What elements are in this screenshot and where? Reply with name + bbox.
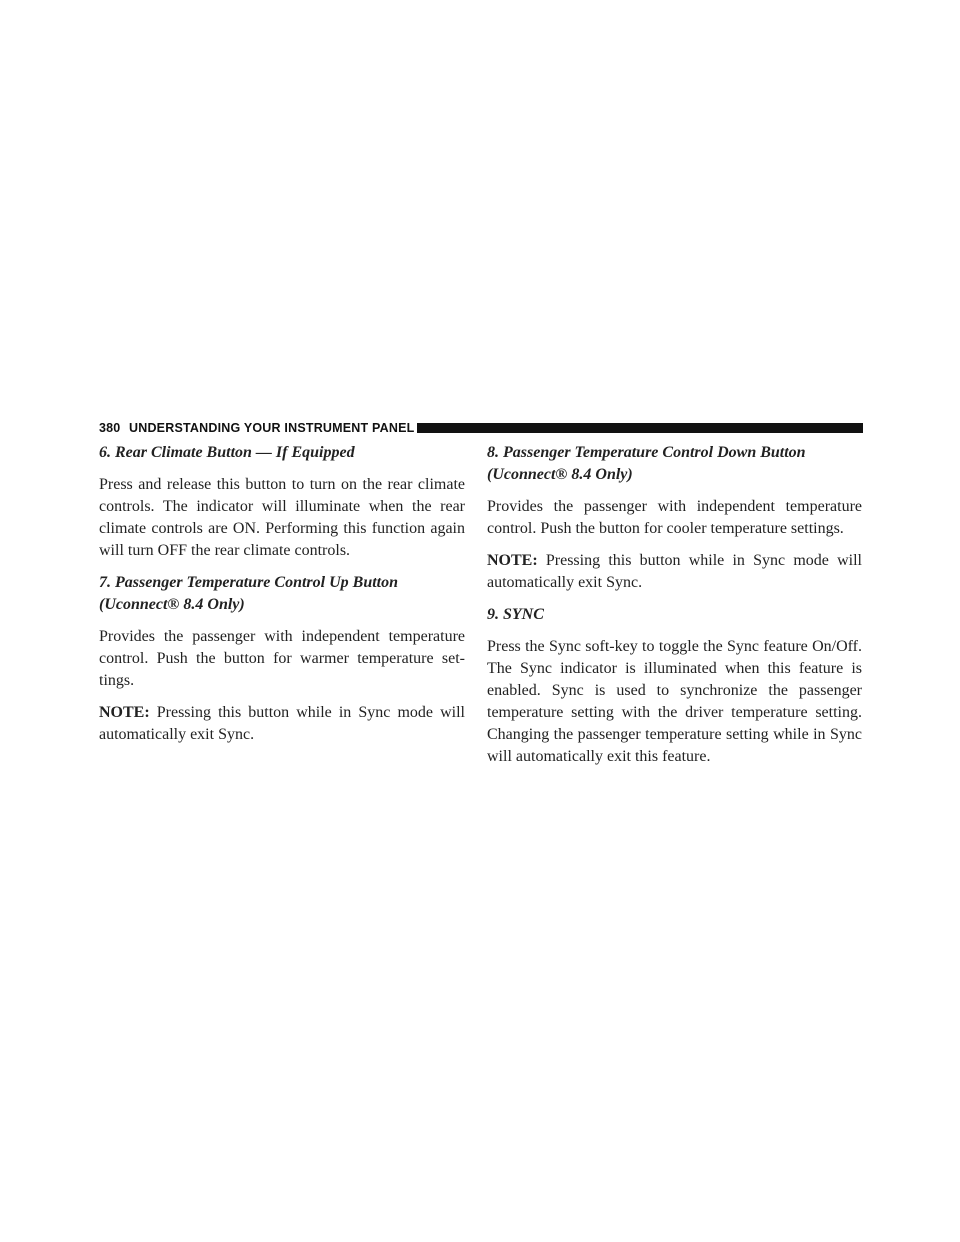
header-rule xyxy=(417,423,863,433)
item-7-body: Provides the passenger with independent temperature control. Push the button for warmer temperature set-tings. xyxy=(99,628,465,689)
item-7-note xyxy=(99,702,465,746)
page-header xyxy=(99,419,863,437)
note-label: NOTE: xyxy=(99,704,150,721)
item-7-heading-line2: (Uconnect® 8.4 Only) xyxy=(99,596,245,613)
item-7-heading xyxy=(99,572,465,616)
page-number: 380 xyxy=(99,421,121,435)
item-8-body: Provides the passenger with independent temperature control. Push the button for cooler temperature settings. xyxy=(487,498,862,537)
note-text: Pressing this button while in Sync mode will automatically exit Sync. xyxy=(99,704,465,743)
item-6-body: Press and release this button to turn on the rear climate controls. The indicator will illuminate when the rear climate controls are ON. Performing this function again will turn OFF the rear climate controls. xyxy=(99,476,465,559)
item-8-heading-line1: 8. Passenger Temperature Control Down Button xyxy=(487,444,806,461)
section-title: UNDERSTANDING YOUR INSTRUMENT PANEL xyxy=(129,421,415,435)
item-9-body: Press the Sync soft-key to toggle the Sync feature On/Off. The Sync indicator is illuminated when this feature is enabled. Sync is used to synchronize the passenger temperature setting with the driver temperature setting. Changing the passenger temperature setting while in Sync will automatically exit this feature. xyxy=(487,638,862,765)
note-text: Pressing this button while in Sync mode will automatically exit Sync. xyxy=(487,552,862,591)
item-8-heading xyxy=(487,442,862,486)
item-7-heading-line1: 7. Passenger Temperature Control Up Button xyxy=(99,574,399,591)
item-6-heading: 6. Rear Climate Button — If Equipped xyxy=(99,444,355,461)
right-column xyxy=(487,442,862,778)
item-8-heading-line2: (Uconnect® 8.4 Only) xyxy=(487,466,633,483)
item-9-heading: 9. SYNC xyxy=(487,606,544,623)
left-column xyxy=(99,442,465,756)
note-label: NOTE: xyxy=(487,552,538,569)
item-8-note xyxy=(487,550,862,594)
